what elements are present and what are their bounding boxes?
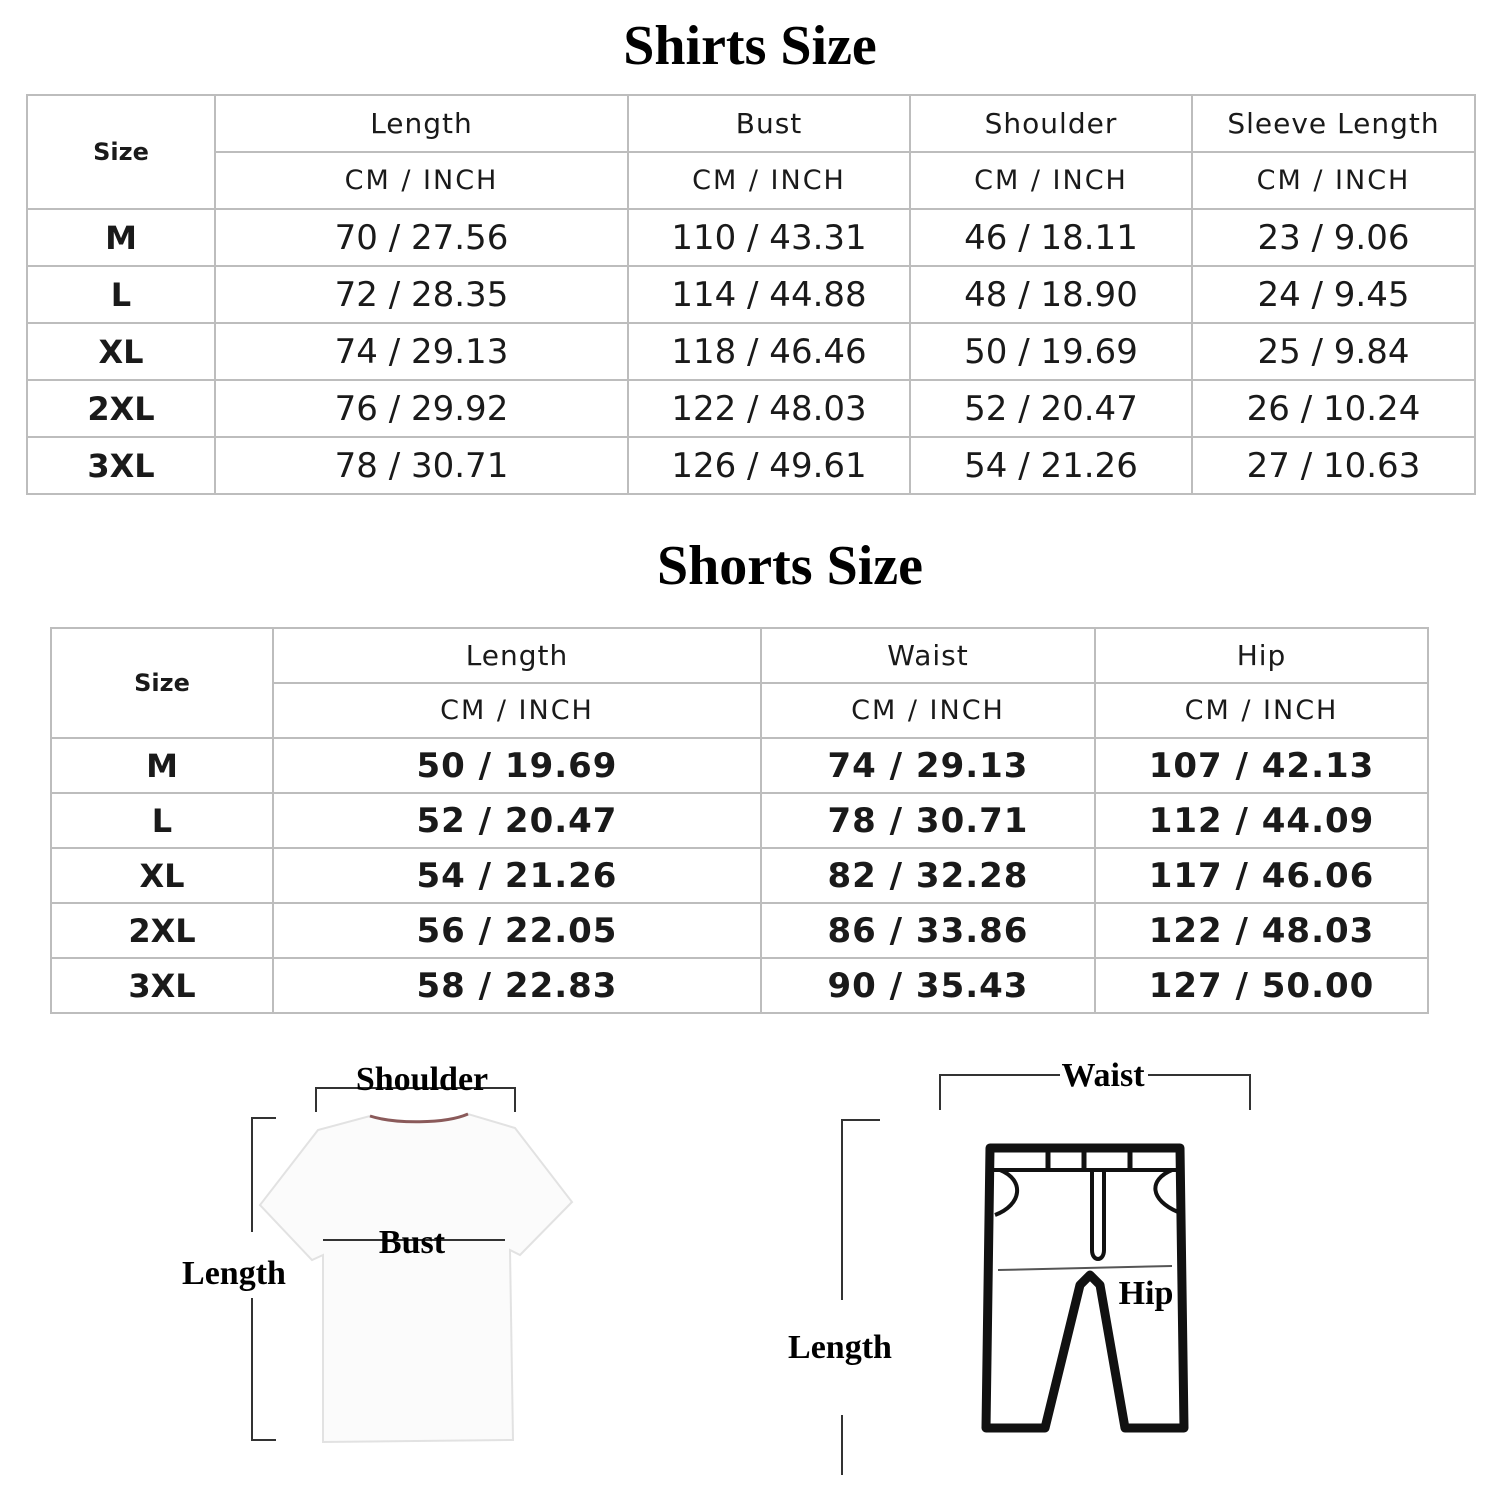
size-column-header: Size <box>51 628 273 738</box>
size-cell: 2XL <box>27 380 215 437</box>
hip-label: Hip <box>1118 1275 1174 1312</box>
column-header-shoulder: Shoulder <box>910 95 1192 152</box>
bust-cell: 122 / 48.03 <box>628 380 910 437</box>
size-cell: L <box>51 793 273 848</box>
shoulder-cell: 54 / 21.26 <box>910 437 1192 494</box>
length-cell: 72 / 28.35 <box>215 266 628 323</box>
shirts-title: Shirts Size <box>623 15 877 77</box>
shoulder-cell: 52 / 20.47 <box>910 380 1192 437</box>
size-cell: L <box>27 266 215 323</box>
size-cell: M <box>51 738 273 793</box>
shoulder-label: Shoulder <box>355 1061 489 1098</box>
shoulder-cell: 46 / 18.11 <box>910 209 1192 266</box>
length-cell: 56 / 22.05 <box>273 903 761 958</box>
length-cell: 52 / 20.47 <box>273 793 761 848</box>
length-cell: 78 / 30.71 <box>215 437 628 494</box>
unit-header: CM / INCH <box>628 152 910 209</box>
tshirt-diagram <box>182 1061 572 1442</box>
hip-cell: 112 / 44.09 <box>1095 793 1428 848</box>
size-cell: 3XL <box>27 437 215 494</box>
waist-cell: 82 / 32.28 <box>761 848 1095 903</box>
bust-cell: 114 / 44.88 <box>628 266 910 323</box>
shirt-length-label: Length <box>182 1255 286 1292</box>
bust-cell: 110 / 43.31 <box>628 209 910 266</box>
size-cell: M <box>27 209 215 266</box>
unit-header: CM / INCH <box>1192 152 1475 209</box>
column-header-hip: Hip <box>1095 628 1428 683</box>
size-cell: 3XL <box>51 958 273 1013</box>
length-cell: 50 / 19.69 <box>273 738 761 793</box>
waist-cell: 86 / 33.86 <box>761 903 1095 958</box>
length-cell: 74 / 29.13 <box>215 323 628 380</box>
unit-header: CM / INCH <box>1095 683 1428 738</box>
unit-header: CM / INCH <box>215 152 628 209</box>
waist-cell: 78 / 30.71 <box>761 793 1095 848</box>
length-cell: 70 / 27.56 <box>215 209 628 266</box>
waist-cell: 90 / 35.43 <box>761 958 1095 1013</box>
sleeve-length-cell: 26 / 10.24 <box>1192 380 1475 437</box>
sleeve-length-cell: 27 / 10.63 <box>1192 437 1475 494</box>
tshirt-illustration <box>260 1114 572 1442</box>
length-cell: 58 / 22.83 <box>273 958 761 1013</box>
unit-header: CM / INCH <box>910 152 1192 209</box>
shorts-title: Shorts Size <box>657 535 923 597</box>
bust-cell: 118 / 46.46 <box>628 323 910 380</box>
length-cell: 76 / 29.92 <box>215 380 628 437</box>
column-header-sleeve-length: Sleeve Length <box>1192 95 1475 152</box>
hip-cell: 127 / 50.00 <box>1095 958 1428 1013</box>
shoulder-cell: 48 / 18.90 <box>910 266 1192 323</box>
size-cell: XL <box>27 323 215 380</box>
unit-header: CM / INCH <box>761 683 1095 738</box>
column-header-length: Length <box>273 628 761 683</box>
sleeve-length-cell: 24 / 9.45 <box>1192 266 1475 323</box>
length-cell: 54 / 21.26 <box>273 848 761 903</box>
bust-label: Bust <box>378 1224 446 1261</box>
sleeve-length-cell: 25 / 9.84 <box>1192 323 1475 380</box>
hip-cell: 107 / 42.13 <box>1095 738 1428 793</box>
size-column-header: Size <box>27 95 215 209</box>
shorts-length-measure-line <box>842 1120 880 1475</box>
size-cell: 2XL <box>51 903 273 958</box>
waist-label: Waist <box>1061 1057 1145 1094</box>
sleeve-length-cell: 23 / 9.06 <box>1192 209 1475 266</box>
waist-cell: 74 / 29.13 <box>761 738 1095 793</box>
column-header-length: Length <box>215 95 628 152</box>
column-header-bust: Bust <box>628 95 910 152</box>
shoulder-cell: 50 / 19.69 <box>910 323 1192 380</box>
unit-header: CM / INCH <box>273 683 761 738</box>
hip-cell: 122 / 48.03 <box>1095 903 1428 958</box>
size-cell: XL <box>51 848 273 903</box>
shorts-length-label: Length <box>788 1329 892 1366</box>
bust-cell: 126 / 49.61 <box>628 437 910 494</box>
column-header-waist: Waist <box>761 628 1095 683</box>
shorts-diagram <box>788 1057 1250 1475</box>
hip-cell: 117 / 46.06 <box>1095 848 1428 903</box>
